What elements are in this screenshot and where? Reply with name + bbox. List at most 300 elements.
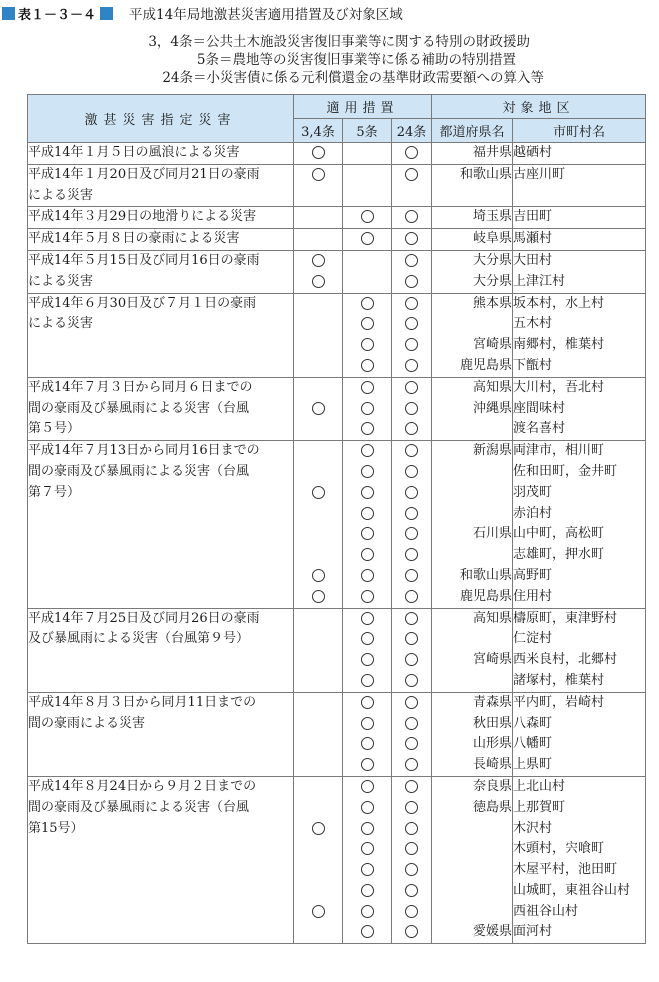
applied-circle-icon bbox=[405, 758, 418, 771]
mark-line bbox=[343, 229, 391, 250]
table-title: 平成14年局地激甚災害適用措置及び対象区域 bbox=[129, 7, 403, 23]
disaster-name-cell bbox=[28, 143, 294, 165]
prefecture-name: 和歌山県 bbox=[460, 567, 513, 583]
applied-circle-icon bbox=[361, 422, 374, 435]
note-art34: 3，4条＝公共土木施設災害復旧事業等に関する特別の財政援助 bbox=[148, 34, 530, 50]
blue-square-icon bbox=[2, 7, 15, 20]
prefecture-name: 秋田県 bbox=[473, 715, 513, 731]
mark-line bbox=[343, 314, 391, 335]
mark-line bbox=[343, 777, 391, 798]
municipality-cell bbox=[513, 293, 646, 377]
municipality-name: 羽茂町 bbox=[513, 484, 553, 500]
mark-line bbox=[294, 165, 342, 186]
applied-circle-icon bbox=[312, 590, 325, 603]
table-row bbox=[28, 776, 646, 943]
art34-cell bbox=[294, 164, 343, 207]
mark-line bbox=[392, 798, 431, 819]
header-disaster: 激甚災害指定災害 bbox=[28, 95, 294, 143]
prefecture-name: 宮崎県 bbox=[473, 337, 513, 353]
municipality-name: 八森町 bbox=[513, 715, 553, 731]
mark-line bbox=[294, 419, 342, 440]
mark-line bbox=[343, 272, 391, 293]
mark-line bbox=[343, 587, 391, 608]
applied-circle-icon bbox=[361, 402, 374, 415]
mark-line bbox=[392, 922, 431, 943]
mark-line bbox=[343, 798, 391, 819]
applied-circle-icon bbox=[405, 780, 418, 793]
prefecture-name: 和歌山県 bbox=[460, 166, 513, 182]
art5-cell bbox=[343, 250, 392, 293]
applied-circle-icon bbox=[405, 717, 418, 730]
municipality-name: 西祖谷山村 bbox=[513, 903, 579, 919]
art24-cell bbox=[392, 143, 432, 165]
municipality-name: 大川村，吾北村 bbox=[513, 379, 605, 395]
mark-line bbox=[294, 566, 342, 587]
mark-line bbox=[343, 399, 391, 420]
applied-circle-icon bbox=[405, 653, 418, 666]
municipality-name: 上北山村 bbox=[513, 778, 566, 794]
applied-circle-icon bbox=[361, 444, 374, 457]
municipality-name: 高野町 bbox=[513, 567, 553, 583]
art5-cell bbox=[343, 293, 392, 377]
table-row bbox=[28, 293, 646, 377]
art24-cell bbox=[392, 692, 432, 776]
municipality-name: 檮原町，東津野村 bbox=[513, 610, 618, 626]
mark-line bbox=[343, 650, 391, 671]
prefecture-cell bbox=[432, 692, 513, 776]
applied-circle-icon bbox=[312, 146, 325, 159]
prefecture-cell bbox=[432, 441, 513, 608]
prefecture-name bbox=[432, 819, 512, 840]
municipality-name: 諸塚村，椎葉村 bbox=[513, 672, 605, 688]
prefecture-name: 青森県 bbox=[473, 694, 513, 710]
mark-line bbox=[392, 229, 431, 250]
mark-line bbox=[294, 335, 342, 356]
applied-circle-icon bbox=[361, 632, 374, 645]
applied-circle-icon bbox=[312, 254, 325, 267]
art5-cell bbox=[343, 608, 392, 692]
disaster-name-line: 平成14年７月25日及び同月26日の豪雨 bbox=[28, 610, 260, 626]
art34-cell bbox=[294, 207, 343, 229]
municipality-name: 座間味村 bbox=[513, 400, 566, 416]
applied-circle-icon bbox=[312, 905, 325, 918]
art34-cell bbox=[294, 250, 343, 293]
mark-line bbox=[343, 335, 391, 356]
prefecture-name: 鹿児島県 bbox=[460, 588, 513, 604]
art5-cell bbox=[343, 692, 392, 776]
disaster-name-cell bbox=[28, 377, 294, 440]
header-art24: 24条 bbox=[392, 119, 432, 143]
prefecture-cell bbox=[432, 608, 513, 692]
disaster-name-line: 平成14年５月15日及び同月16日の豪雨 bbox=[28, 252, 260, 268]
mark-line bbox=[343, 545, 391, 566]
mark-line bbox=[294, 378, 342, 399]
mark-line bbox=[392, 483, 431, 504]
disaster-name-cell bbox=[28, 164, 294, 207]
mark-line bbox=[392, 335, 431, 356]
municipality-cell bbox=[513, 207, 646, 229]
disaster-name-line: 間の豪雨及び暴風雨による災害（台風 bbox=[28, 463, 250, 479]
applied-circle-icon bbox=[361, 210, 374, 223]
prefecture-cell bbox=[432, 377, 513, 440]
applied-circle-icon bbox=[405, 507, 418, 520]
disaster-name-cell bbox=[28, 441, 294, 608]
prefecture-name bbox=[432, 671, 512, 692]
disaster-name-line: 第15号） bbox=[28, 820, 84, 836]
prefecture-name: 大分県 bbox=[473, 252, 513, 268]
table-row bbox=[28, 692, 646, 776]
table-row bbox=[28, 207, 646, 229]
disaster-name-line: 平成14年５月８日の豪雨による災害 bbox=[28, 231, 240, 247]
mark-line bbox=[343, 462, 391, 483]
mark-line bbox=[392, 399, 431, 420]
mark-line bbox=[294, 819, 342, 840]
municipality-name: 古座川町 bbox=[513, 166, 566, 182]
applied-circle-icon bbox=[405, 338, 418, 351]
mark-line bbox=[392, 356, 431, 377]
municipality-name: 面河村 bbox=[513, 924, 553, 940]
mark-line bbox=[392, 819, 431, 840]
municipality-name: 住用村 bbox=[513, 588, 553, 604]
municipality-name: 志雄町，押水町 bbox=[513, 547, 605, 563]
applied-circle-icon bbox=[405, 590, 418, 603]
municipality-name: 西米良村，北郷村 bbox=[513, 652, 618, 668]
mark-line bbox=[294, 251, 342, 272]
blue-square-icon bbox=[100, 7, 113, 20]
applied-circle-icon bbox=[405, 254, 418, 267]
applied-circle-icon bbox=[405, 422, 418, 435]
applied-circle-icon bbox=[361, 507, 374, 520]
disaster-name-cell bbox=[28, 250, 294, 293]
applied-circle-icon bbox=[361, 569, 374, 582]
mark-line bbox=[294, 714, 342, 735]
note-art5: 5条＝農地等の災害復旧事業等に係る補助の特別措置 bbox=[196, 52, 516, 68]
mark-line bbox=[392, 251, 431, 272]
table-row bbox=[28, 164, 646, 207]
applied-circle-icon bbox=[405, 444, 418, 457]
applied-circle-icon bbox=[312, 486, 325, 499]
municipality-cell bbox=[513, 776, 646, 943]
applied-circle-icon bbox=[361, 925, 374, 938]
municipality-name: 上県町 bbox=[513, 757, 553, 773]
municipality-cell bbox=[513, 143, 646, 165]
mark-line bbox=[392, 165, 431, 186]
disaster-name-line: 第７号） bbox=[28, 484, 81, 500]
mark-line bbox=[392, 207, 431, 228]
art34-cell bbox=[294, 608, 343, 692]
prefecture-name: 奈良県 bbox=[473, 778, 513, 794]
mark-line bbox=[343, 693, 391, 714]
applied-circle-icon bbox=[361, 863, 374, 876]
prefecture-name bbox=[432, 860, 512, 881]
mark-line bbox=[392, 734, 431, 755]
art34-cell bbox=[294, 692, 343, 776]
municipality-cell bbox=[513, 250, 646, 293]
prefecture-name: 大分県 bbox=[473, 273, 513, 289]
prefecture-name: 高知県 bbox=[473, 379, 513, 395]
mark-line bbox=[343, 143, 391, 164]
mark-line bbox=[392, 671, 431, 692]
art5-cell bbox=[343, 229, 392, 251]
art24-cell bbox=[392, 608, 432, 692]
mark-line bbox=[343, 294, 391, 315]
art5-cell bbox=[343, 207, 392, 229]
prefecture-cell bbox=[432, 143, 513, 165]
mark-line bbox=[343, 165, 391, 186]
municipality-name: 佐和田町，金井町 bbox=[513, 463, 618, 479]
mark-line bbox=[294, 462, 342, 483]
municipality-name: 上津江村 bbox=[513, 273, 566, 289]
art34-cell bbox=[294, 293, 343, 377]
applied-circle-icon bbox=[361, 842, 374, 855]
mark-line bbox=[343, 755, 391, 776]
mark-line bbox=[343, 629, 391, 650]
mark-line bbox=[343, 483, 391, 504]
table-caption bbox=[2, 2, 652, 24]
disaster-name-line: 間の豪雨及び暴風雨による災害（台風 bbox=[28, 400, 250, 416]
municipality-name: 木沢村 bbox=[513, 820, 553, 836]
mark-line bbox=[294, 483, 342, 504]
municipality-name: 平内町，岩崎村 bbox=[513, 694, 605, 710]
table-row bbox=[28, 143, 646, 165]
municipality-name: 仁淀村 bbox=[513, 631, 553, 647]
disaster-name-line: 平成14年３月29日の地滑りによる災害 bbox=[28, 209, 257, 225]
mark-line bbox=[392, 314, 431, 335]
disaster-name-line: 間の豪雨及び暴風雨による災害（台風 bbox=[28, 799, 250, 815]
art5-cell bbox=[343, 164, 392, 207]
mark-line bbox=[294, 143, 342, 164]
applied-circle-icon bbox=[405, 612, 418, 625]
prefecture-name: 熊本県 bbox=[473, 295, 513, 311]
mark-line bbox=[343, 419, 391, 440]
disaster-name-line: 平成14年１月20日及び同月21日の豪雨 bbox=[28, 166, 260, 182]
municipality-name: 両津市，相川町 bbox=[513, 443, 605, 459]
mark-line bbox=[294, 755, 342, 776]
mark-line bbox=[294, 545, 342, 566]
art24-cell bbox=[392, 164, 432, 207]
mark-line bbox=[343, 566, 391, 587]
applied-circle-icon bbox=[405, 168, 418, 181]
applied-circle-icon bbox=[361, 297, 374, 310]
applied-circle-icon bbox=[405, 275, 418, 288]
mark-line bbox=[343, 734, 391, 755]
header-area: 対象地区 bbox=[432, 95, 646, 119]
art24-cell bbox=[392, 250, 432, 293]
art5-cell bbox=[343, 377, 392, 440]
mark-line bbox=[343, 207, 391, 228]
municipality-name: 馬瀬村 bbox=[513, 231, 553, 247]
applied-circle-icon bbox=[361, 717, 374, 730]
mark-line bbox=[392, 650, 431, 671]
applied-circle-icon bbox=[405, 632, 418, 645]
mark-line bbox=[392, 143, 431, 164]
prefecture-name bbox=[432, 545, 512, 566]
disaster-table bbox=[27, 94, 646, 944]
mark-line bbox=[294, 839, 342, 860]
applied-circle-icon bbox=[405, 737, 418, 750]
table-body bbox=[28, 143, 646, 944]
art24-cell bbox=[392, 441, 432, 608]
prefecture-name: 山形県 bbox=[473, 736, 513, 752]
mark-line bbox=[294, 356, 342, 377]
prefecture-cell bbox=[432, 250, 513, 293]
applied-circle-icon bbox=[361, 758, 374, 771]
applied-circle-icon bbox=[361, 590, 374, 603]
applied-circle-icon bbox=[405, 884, 418, 897]
mark-line bbox=[294, 314, 342, 335]
table-number: 表１－３－４ bbox=[18, 7, 97, 23]
municipality-cell bbox=[513, 441, 646, 608]
mark-line bbox=[343, 609, 391, 630]
applied-circle-icon bbox=[361, 359, 374, 372]
art34-cell bbox=[294, 776, 343, 943]
prefecture-name bbox=[432, 462, 512, 483]
mark-line bbox=[343, 504, 391, 525]
table-row bbox=[28, 229, 646, 251]
mark-line bbox=[294, 229, 342, 250]
table-row bbox=[28, 250, 646, 293]
mark-line bbox=[392, 839, 431, 860]
mark-line bbox=[392, 504, 431, 525]
prefecture-name: 宮崎県 bbox=[473, 652, 513, 668]
mark-line bbox=[343, 524, 391, 545]
applied-circle-icon bbox=[361, 465, 374, 478]
disaster-name-line: 平成14年８月３日から同月11日までの bbox=[28, 694, 257, 710]
prefecture-cell bbox=[432, 207, 513, 229]
art5-cell bbox=[343, 776, 392, 943]
disaster-name-line: 及び暴風雨による災害（台風第９号） bbox=[28, 631, 250, 647]
municipality-cell bbox=[513, 377, 646, 440]
mark-line bbox=[392, 902, 431, 923]
prefecture-name bbox=[432, 504, 512, 525]
applied-circle-icon bbox=[361, 674, 374, 687]
municipality-cell bbox=[513, 229, 646, 251]
note-art24: 24条＝小災害債に係る元利償還金の基準財政需要額への算入等 bbox=[162, 70, 544, 86]
mark-line bbox=[294, 294, 342, 315]
prefecture-name: 福井県 bbox=[473, 145, 513, 160]
art34-cell bbox=[294, 143, 343, 165]
mark-line bbox=[392, 462, 431, 483]
mark-line bbox=[294, 922, 342, 943]
municipality-name: 赤泊村 bbox=[513, 505, 553, 521]
applied-circle-icon bbox=[405, 381, 418, 394]
prefecture-cell bbox=[432, 164, 513, 207]
municipality-name: 大田村 bbox=[513, 252, 553, 268]
prefecture-cell bbox=[432, 229, 513, 251]
municipality-name: 八幡町 bbox=[513, 736, 553, 752]
applied-circle-icon bbox=[405, 569, 418, 582]
mark-line bbox=[392, 777, 431, 798]
mark-line bbox=[392, 881, 431, 902]
mark-line bbox=[392, 566, 431, 587]
applied-circle-icon bbox=[361, 527, 374, 540]
applied-circle-icon bbox=[405, 548, 418, 561]
disaster-name-line: 平成14年６月30日及び７月１日の豪雨 bbox=[28, 295, 257, 311]
art24-cell bbox=[392, 776, 432, 943]
mark-line bbox=[392, 609, 431, 630]
applied-circle-icon bbox=[361, 381, 374, 394]
applied-circle-icon bbox=[361, 612, 374, 625]
applied-circle-icon bbox=[361, 317, 374, 330]
applied-circle-icon bbox=[405, 297, 418, 310]
mark-line bbox=[294, 798, 342, 819]
applied-circle-icon bbox=[361, 653, 374, 666]
municipality-name: 越硒村 bbox=[513, 145, 553, 160]
art24-cell bbox=[392, 207, 432, 229]
prefecture-name: 埼玉県 bbox=[473, 209, 513, 225]
mark-line bbox=[294, 207, 342, 228]
prefecture-cell bbox=[432, 776, 513, 943]
applied-circle-icon bbox=[361, 232, 374, 245]
mark-line bbox=[392, 755, 431, 776]
art34-cell bbox=[294, 229, 343, 251]
disaster-name-cell bbox=[28, 293, 294, 377]
mark-line bbox=[294, 734, 342, 755]
municipality-name: 木頭村，宍喰町 bbox=[513, 841, 605, 857]
municipality-cell bbox=[513, 164, 646, 207]
applied-circle-icon bbox=[361, 696, 374, 709]
municipality-name: 坂本村，水上村 bbox=[513, 295, 605, 311]
mark-line bbox=[343, 671, 391, 692]
disaster-name-line: による災害 bbox=[28, 316, 94, 332]
applied-circle-icon bbox=[361, 338, 374, 351]
disaster-name-line: 平成14年１月５日の風浪による災害 bbox=[28, 145, 240, 160]
mark-line bbox=[294, 777, 342, 798]
applied-circle-icon bbox=[405, 801, 418, 814]
mark-line bbox=[392, 587, 431, 608]
mark-line bbox=[392, 524, 431, 545]
applied-circle-icon bbox=[312, 402, 325, 415]
prefecture-name: 愛媛県 bbox=[473, 924, 513, 940]
applied-circle-icon bbox=[361, 822, 374, 835]
mark-line bbox=[294, 399, 342, 420]
disaster-name-cell bbox=[28, 608, 294, 692]
applied-circle-icon bbox=[312, 275, 325, 288]
applied-circle-icon bbox=[405, 486, 418, 499]
applied-circle-icon bbox=[405, 359, 418, 372]
prefecture-name: 高知県 bbox=[473, 610, 513, 626]
mark-line bbox=[343, 356, 391, 377]
mark-line bbox=[392, 629, 431, 650]
mark-line bbox=[343, 860, 391, 881]
mark-line bbox=[343, 714, 391, 735]
disaster-name-line: 間の豪雨による災害 bbox=[28, 715, 146, 731]
prefecture-name bbox=[432, 839, 512, 860]
applied-circle-icon bbox=[312, 822, 325, 835]
art24-cell bbox=[392, 377, 432, 440]
applied-circle-icon bbox=[361, 548, 374, 561]
disaster-name-cell bbox=[28, 776, 294, 943]
municipality-name: 山城町，東祖谷山村 bbox=[513, 882, 631, 898]
disaster-name-cell bbox=[28, 207, 294, 229]
prefecture-name: 岐阜県 bbox=[473, 231, 513, 247]
mark-line bbox=[343, 819, 391, 840]
municipality-name: 木屋平村，池田町 bbox=[513, 862, 618, 878]
mark-line bbox=[294, 629, 342, 650]
mark-line bbox=[392, 272, 431, 293]
applied-circle-icon bbox=[405, 674, 418, 687]
table-row bbox=[28, 441, 646, 608]
table-row bbox=[28, 377, 646, 440]
applied-circle-icon bbox=[361, 905, 374, 918]
header-measures: 適用措置 bbox=[294, 95, 432, 119]
mark-line bbox=[392, 693, 431, 714]
applied-circle-icon bbox=[361, 737, 374, 750]
disaster-name-line: 平成14年８月24日から９月２日までの bbox=[28, 778, 257, 794]
mark-line bbox=[343, 922, 391, 943]
disaster-name-line: 第５号） bbox=[28, 421, 81, 437]
prefecture-name: 新潟県 bbox=[473, 443, 513, 459]
